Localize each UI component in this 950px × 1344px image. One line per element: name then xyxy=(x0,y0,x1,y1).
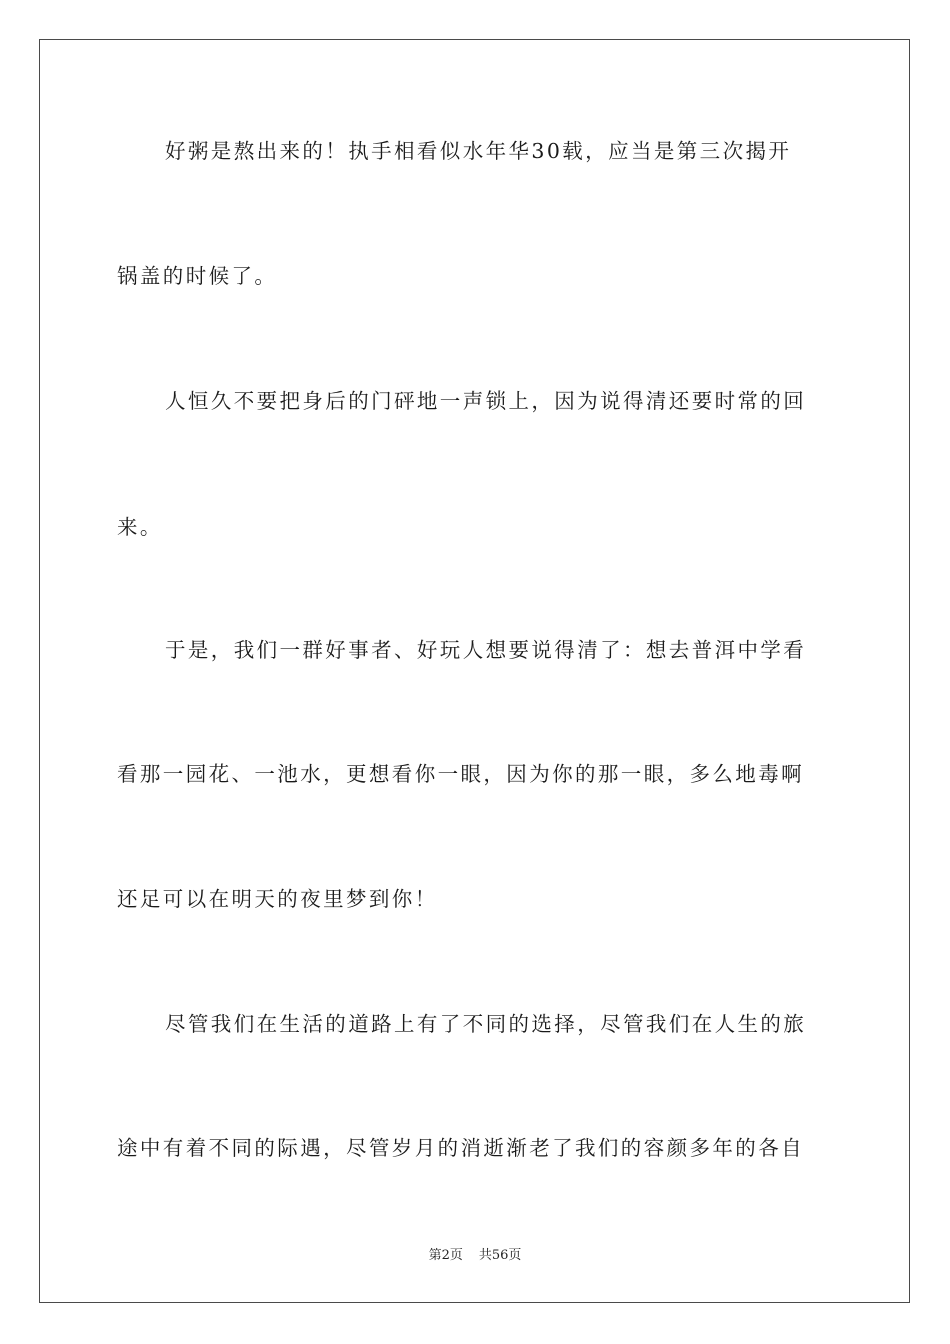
paragraph-4-line-2: 途中有着不同的际遇，尽管岁月的消逝渐老了我们的容颜多年的各自 xyxy=(117,1136,804,1160)
paragraph-4-line-1: 尽管我们在生活的道路上有了不同的选择，尽管我们在人生的旅 xyxy=(165,1012,807,1036)
paragraph-1-line-2: 锅盖的时候了。 xyxy=(117,264,278,288)
page-border xyxy=(39,39,910,1303)
paragraph-1-line-1: 好粥是熬出来的！执手相看似水年华30载，应当是第三次揭开 xyxy=(165,139,792,163)
paragraph-3-line-2: 看那一园花、一池水，更想看你一眼，因为你的那一眼，多么地毒啊 xyxy=(117,762,804,786)
page-total: 共56页 xyxy=(478,1248,522,1263)
paragraph-2-line-2: 来。 xyxy=(117,515,163,539)
paragraph-3-line-1: 于是，我们一群好事者、好玩人想要说得清了：想去普洱中学看 xyxy=(165,638,807,662)
page-number: 第2页 xyxy=(428,1248,463,1263)
paragraph-2-line-1: 人恒久不要把身后的门砰地一声锁上，因为说得清还要时常的回 xyxy=(165,389,807,413)
paragraph-3-line-3: 还足可以在明天的夜里梦到你！ xyxy=(117,887,438,911)
page-footer xyxy=(0,1247,950,1265)
